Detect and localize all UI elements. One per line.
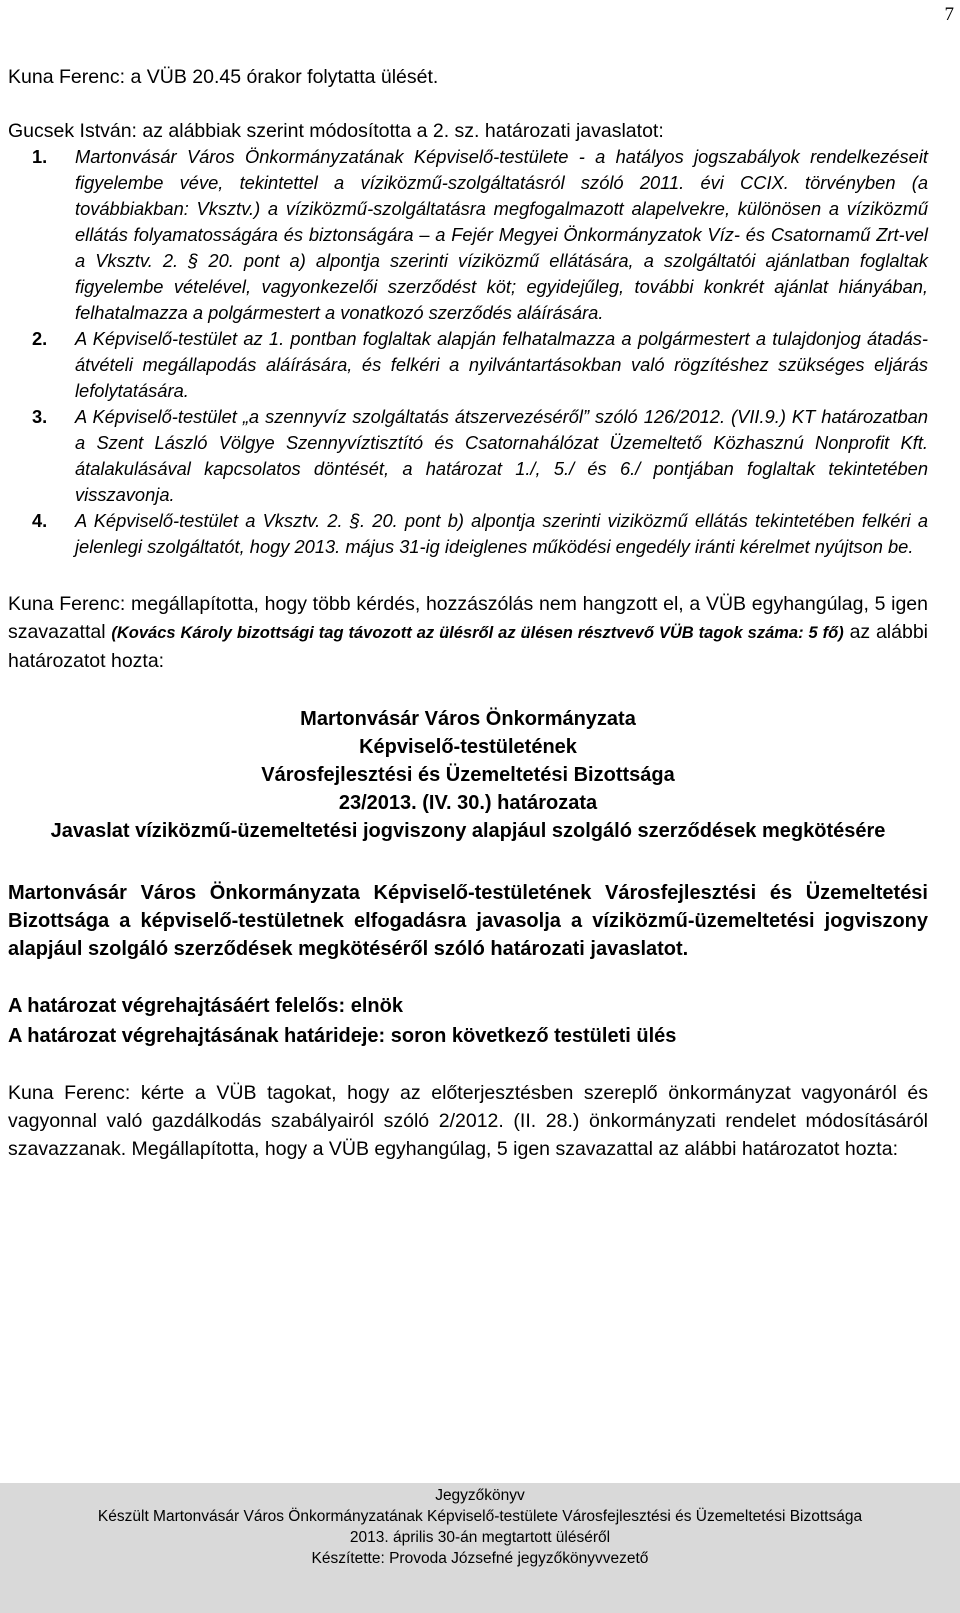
list-item-number: 3. [32,406,48,427]
footer-line: 2013. április 30-án megtartott üléséről [349,1529,611,1546]
paragraph-session-resumed: Kuna Ferenc: a VÜB 20.45 órakor folytatta ülését. [8,66,439,88]
list-item-number: 1. [32,146,48,167]
list-item-text: A Képviselő-testület „a szennyvíz szolgáltatás átszervezéséről” szóló 126/2012. (VII.9.) KT határozatban a Szent László Völgye Szennyvíztisztító és Csatornahálózat Üzemeltető Közhasznú Nonprofit Kft. átalakulásával kapcsolatos döntését, a határozat 1./, 5./ és 6./ pontjában foglaltak tekintetében visszavonja. [75,406,928,505]
resolution-responsible: A határozat végrehajtásáért felelős: elnök [8,995,403,1017]
list-item-text: A Képviselő-testület az 1. pontban foglaltak alapján felhatalmazza a polgármestert a tulajdonjog átadás-átvételi megállapodás aláírására, és felkéri a nyilvántartásokban való rögzítéshez szükséges eljárás lefolytatására. [75,328,928,401]
list-item [8,508,928,560]
vote-text-end: az alábbi határozatot hozta: [8,621,928,672]
page-number: 7 [944,4,954,25]
resolution-number: 23/2013. (IV. 30.) határozata [338,792,598,814]
list-item-text: A Képviselő-testület a Vksztv. 2. §. 20. pont b) alpontja szerinti viziközmű ellátás tekintetében felkéri a jelenlegi szolgáltatót, hogy 2013. május 31-ig ideiglenes működési engedély iránti kérelmet nyújtson be. [75,510,928,557]
resolution-heading [8,705,928,845]
list-item [8,404,928,508]
paragraph-second-vote: Kuna Ferenc: kérte a VÜB tagokat, hogy az előterjesztésben szereplő önkormányzat vagyonáról és vagyonnal való gazdálkodás szabályairól szóló 2/2012. (II. 28.) önkormányzati rendelet módosításáról szavazzanak. Megállapította, hogy a VÜB egyhangúlag, 5 igen szavazattal az alábbi határozatot hozta: [8,1082,928,1160]
footer-line: Készítette: Provoda Józsefné jegyzőkönyvvezető [311,1550,649,1567]
footer-line: Készült Martonvásár Város Önkormányzatának Képviselő-testülete Városfejlesztési és Üzemeltetési Bizottsága [97,1508,863,1525]
list-item [8,326,928,404]
resolution-heading-line: Martonvásár Város Önkormányzata [300,708,636,730]
resolution-heading-line: Városfejlesztési és Üzemeltetési Bizottsága [261,764,675,786]
resolution-body: Martonvásár Város Önkormányzata Képviselő-testületének Városfejlesztési és Üzemeltetési Bizottsága a képviselő-testületnek elfogadásra javasolja a víziközmű-üzemeltetési jogviszony alapjául szolgáló szerződések megkötéséről szóló határozati javaslatot. [8,882,928,960]
resolution-deadline: A határozat végrehajtásának határideje: soron következő testületi ülés [8,1025,677,1047]
amendment-list [8,144,928,560]
vote-text-start: Kuna Ferenc: megállapította, hogy több kérdés, hozzászólás nem hangzott el, a VÜB egyhangúlag, 5 igen szavazattal [8,593,928,643]
footer-title: Jegyzőkönyv [435,1487,525,1504]
list-item-number: 4. [32,510,48,531]
list-item-number: 2. [32,328,48,349]
vote-note: (Kovács Károly bizottsági tag távozott az ülésről az ülésen résztvevő VÜB tagok száma: 5 fő) [111,624,844,642]
document-body [8,64,928,1163]
resolution-title: Javaslat víziközmű-üzemeltetési jogviszony alapjául szolgáló szerződések megkötésére [50,820,886,842]
page-footer [0,1483,960,1613]
list-item [8,144,928,326]
resolution-heading-line: Képviselő-testületének [359,736,577,758]
paragraph-amendment-intro: Gucsek István: az alábbiak szerint módosította a 2. sz. határozati javaslatot: [8,120,664,142]
list-item-text: Martonvásár Város Önkormányzatának Képviselő-testülete - a hatályos jogszabályok rendelkezéseit figyelembe véve, tekintettel a víziközmű-szolgáltatásról szóló 2011. évi CCIX. törvényben (a továbbiakban: Vksztv.) a víziközmű-szolgáltatásra megfogalmazott alapelvekre, különösen a víziközmű ellátás folyamatosságára és biztonságára – a Fejér Megyei Önkormányzatok Víz- és Csatornamű Zrt-vel a Vksztv. 2. § 20. pont a) alpontja szerinti víziközmű ellátására, a szolgáltatói ajánlatban foglaltak figyelembe vételével, vagyonkezelői szerződést köt; egyidejűleg, további konkrét ajánlat hiányában, felhatalmazza a polgármestert a vonatkozó szerződés aláírására. [75,146,928,323]
paragraph-vote-result [8,590,928,675]
